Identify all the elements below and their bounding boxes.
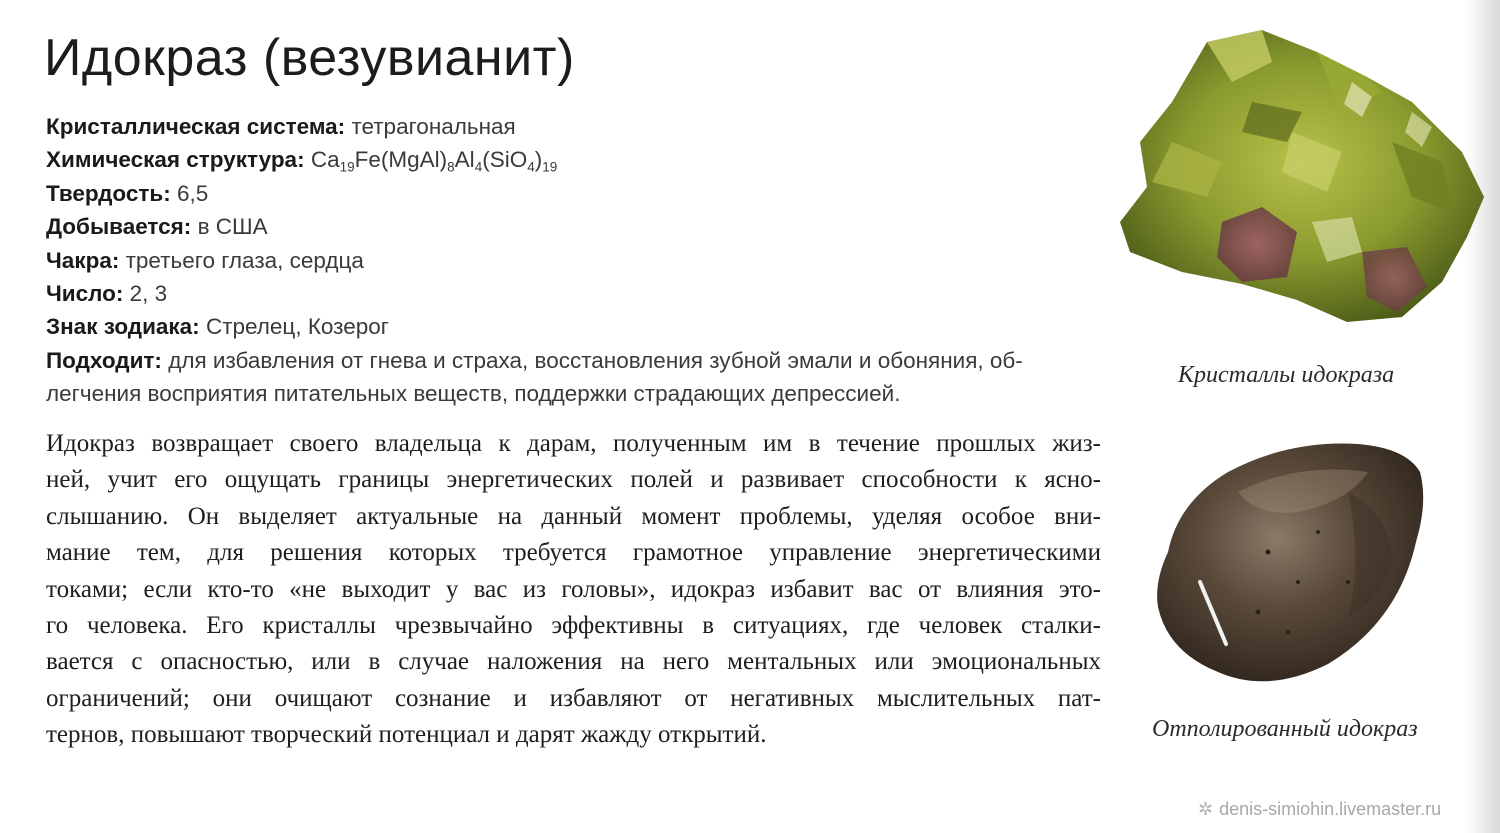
property-label: Чакра: — [46, 247, 120, 273]
properties-list — [46, 110, 1106, 411]
description-line: мание тем, для решения которых требуется грамотное управление энергетическими — [46, 539, 1101, 567]
watermark-text: denis-simiohin.livemaster.ru — [1219, 799, 1442, 819]
property-label: Химическая структура: — [46, 147, 305, 173]
description-paragraph — [46, 426, 1101, 754]
description-line: токами; если кто-то «не выходит у вас из головы», идокраз избавит вас от влияния это- — [46, 575, 1101, 603]
property-mined-in — [46, 210, 1106, 243]
property-zodiac — [46, 310, 1106, 343]
property-chakra — [46, 244, 1106, 277]
property-label: Число: — [46, 281, 124, 307]
description-line: вается с опасностью, или в случае наложения на него ментальных или эмоциональных — [46, 648, 1101, 676]
property-value: 6,5 — [176, 180, 209, 206]
watermark — [1198, 799, 1441, 820]
property-label: Знак зодиака: — [46, 314, 200, 340]
property-value: 2, 3 — [129, 281, 168, 307]
property-hardness — [46, 177, 1106, 210]
property-value: в США — [197, 214, 268, 240]
property-crystal-system — [46, 110, 1106, 143]
description-line: слышанию. Он выделяет актуальные на данный момент проблемы, уделяя особое вни- — [46, 502, 1101, 530]
description-line: ограничений; они очищают сознание и избавляют от негативных мыслительных пат- — [46, 684, 1101, 712]
property-value: тетрагональная — [351, 114, 516, 139]
polished-stone-image — [1148, 432, 1428, 690]
page-title: Идокраз (везувианит) — [44, 29, 575, 87]
property-number — [46, 277, 1106, 310]
property-label: Кристаллическая система: — [46, 114, 346, 139]
crystal-cluster-caption: Кристаллы идокраза — [1178, 362, 1395, 388]
description-line: го человека. Его кристаллы чрезвычайно эффективны в ситуациях, где человек сталки- — [46, 612, 1101, 640]
suits-line-1 — [46, 344, 1106, 377]
suits-line-2: легчения восприятия питательных веществ, поддержки страдающих депрессией. — [46, 381, 901, 407]
property-value: для избавления от гнева и страха, восстановления зубной эмали и обоняния, об- — [168, 347, 1023, 373]
gear-icon: ✲ — [1198, 799, 1214, 819]
description-line: тернов, повышают творческий потенциал и дарят жажду открытий. — [46, 721, 767, 749]
property-chemical-structure — [46, 143, 1106, 176]
property-label: Добывается: — [46, 214, 192, 240]
description-line: Идокраз возвращает своего владельца к дарам, полученным им в течение прошлых жиз- — [46, 430, 1101, 457]
property-value: третьего глаза, сердца — [125, 247, 364, 273]
polished-stone-caption: Отполированный идокраз — [1152, 716, 1418, 742]
property-suits — [46, 344, 1106, 411]
property-value: Стрелец, Козерог — [205, 314, 389, 340]
property-label: Подходит: — [46, 347, 162, 373]
property-label: Твердость: — [46, 180, 171, 206]
crystal-cluster-image — [1112, 22, 1492, 332]
description-line: ней, учит его ощущать границы энергетических полей и развивает способности к ясно- — [46, 466, 1101, 494]
chemical-formula: $Ca_{19}Fe(MgAl)_8Al_4(SiO_4)_{19}$ — [310, 147, 558, 176]
